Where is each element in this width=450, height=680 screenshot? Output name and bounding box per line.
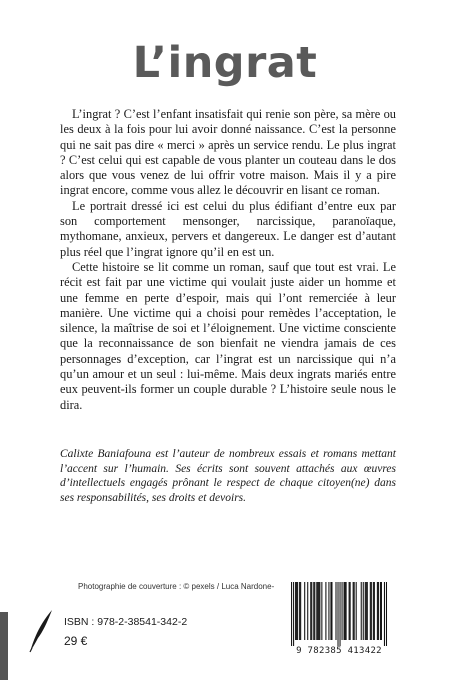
barcode-bar xyxy=(317,582,318,640)
barcode-bar xyxy=(363,582,364,640)
book-title: L’ingrat xyxy=(132,38,318,88)
barcode-bar xyxy=(349,582,350,640)
barcode-bar xyxy=(370,582,371,640)
barcode-bar xyxy=(345,582,346,640)
barcode-bar xyxy=(356,582,357,640)
barcode-bar xyxy=(354,582,355,640)
summary-paragraph-1: L’ingrat ? C’est l’enfant insatisfait qui renie son père, sa mère ou les deux à la fois pour lui avoir donné naissance. C’est la personne qui ne sait pas dire « merci » après un service rendu. Le plus ingrat ? C’est celui qui est capable de vous planter un couteau dans le dos alors que vous venez de lui offrir votre maison. Mais il y a pire ingrat encore, comme vous allez le découvrir en lisant ce roman. xyxy=(60,107,396,198)
summary-paragraph-2: Le portrait dressé ici est celui du plus édifiant d’entre eux par son comportement mensonger, narcissique, paranoïaque, mythomane, anxieux, pervers et dangereux. Le danger est d’autant plus réel que l’ingrat ignore qu’il en est un. xyxy=(60,198,396,259)
feather-logo-icon xyxy=(26,608,54,654)
barcode-bar xyxy=(380,582,381,640)
barcode-bar xyxy=(346,582,347,640)
barcode-bar xyxy=(313,582,314,640)
barcode-bar xyxy=(331,582,332,640)
barcode-bar xyxy=(365,582,366,640)
barcode-bar xyxy=(386,582,387,646)
barcode xyxy=(287,582,391,660)
barcode-bars xyxy=(287,582,391,646)
barcode-bar xyxy=(335,582,336,640)
price-label: 29 € xyxy=(64,634,88,648)
barcode-bar xyxy=(344,582,345,640)
barcode-bar xyxy=(377,582,378,640)
barcode-bar xyxy=(374,582,375,640)
isbn-label: ISBN : 978-2-38541-342-2 xyxy=(64,616,188,628)
barcode-bar xyxy=(293,582,294,646)
barcode-bar xyxy=(291,582,292,646)
barcode-bar xyxy=(311,582,312,640)
back-cover-summary xyxy=(60,107,396,413)
barcode-bar xyxy=(304,582,305,640)
barcode-bar xyxy=(296,582,297,640)
barcode-bar xyxy=(307,582,308,640)
barcode-bar xyxy=(361,582,362,640)
barcode-bar xyxy=(310,582,311,640)
barcode-bar xyxy=(297,582,298,640)
barcode-bar xyxy=(330,582,331,640)
photo-credit: Photographie de couverture : © pexels / Luca Nardone- xyxy=(78,582,275,591)
barcode-bar xyxy=(319,582,320,640)
barcode-bar xyxy=(381,582,382,640)
barcode-bar xyxy=(373,582,374,640)
barcode-bar xyxy=(321,582,322,640)
barcode-bar xyxy=(328,582,329,640)
barcode-bar xyxy=(299,582,300,640)
publisher-side-bar xyxy=(0,612,8,680)
barcode-bar xyxy=(384,582,385,646)
barcode-number: 9 782385 413422 xyxy=(296,646,382,656)
barcode-bar xyxy=(337,582,338,646)
barcode-bar xyxy=(325,582,326,640)
barcode-bar xyxy=(318,582,319,640)
barcode-bar xyxy=(366,582,367,640)
barcode-bar xyxy=(342,582,343,640)
barcode-bar xyxy=(295,582,296,640)
author-bio: Calixte Baniafouna est l’auteur de nombreux essais et romans mettant l’accent sur l’humain. Ses écrits sont souvent attachés aux œuvres d’intellectuels engagés prônant le respect de chaque citoyen(ne) dans ses responsabilités, ses droits et devoirs. xyxy=(60,448,396,504)
barcode-bar xyxy=(371,582,372,640)
barcode-bar xyxy=(314,582,315,640)
barcode-bar xyxy=(353,582,354,640)
barcode-bar xyxy=(367,582,368,640)
barcode-bar xyxy=(316,582,317,640)
barcode-bar xyxy=(300,582,301,640)
barcode-bar xyxy=(350,582,351,640)
barcode-bar xyxy=(378,582,379,640)
summary-paragraph-3: Cette histoire se lit comme un roman, sauf que tout est vrai. Le récit est fait par une victime qui voulait juste aider un homme et une femme en perte d’espoir, mais qui l’ont remerciée à leur manière. Une victime qui a choisi pour remèdes l’acceptation, le silence, la maîtrise de soi et l’éloignement. Une victime consciente que la reconnaissance de son bienfait ne viendra jamais de ces personnages d’exception, car l’ingrat est un narcissique qui n’a qu’un amour et un seul : lui-même. Mais deux ingrats mariés entre eux peuvent-ils former un couple durable ? L’histoire seule nous le dira. xyxy=(60,259,396,412)
barcode-bar xyxy=(340,582,341,646)
